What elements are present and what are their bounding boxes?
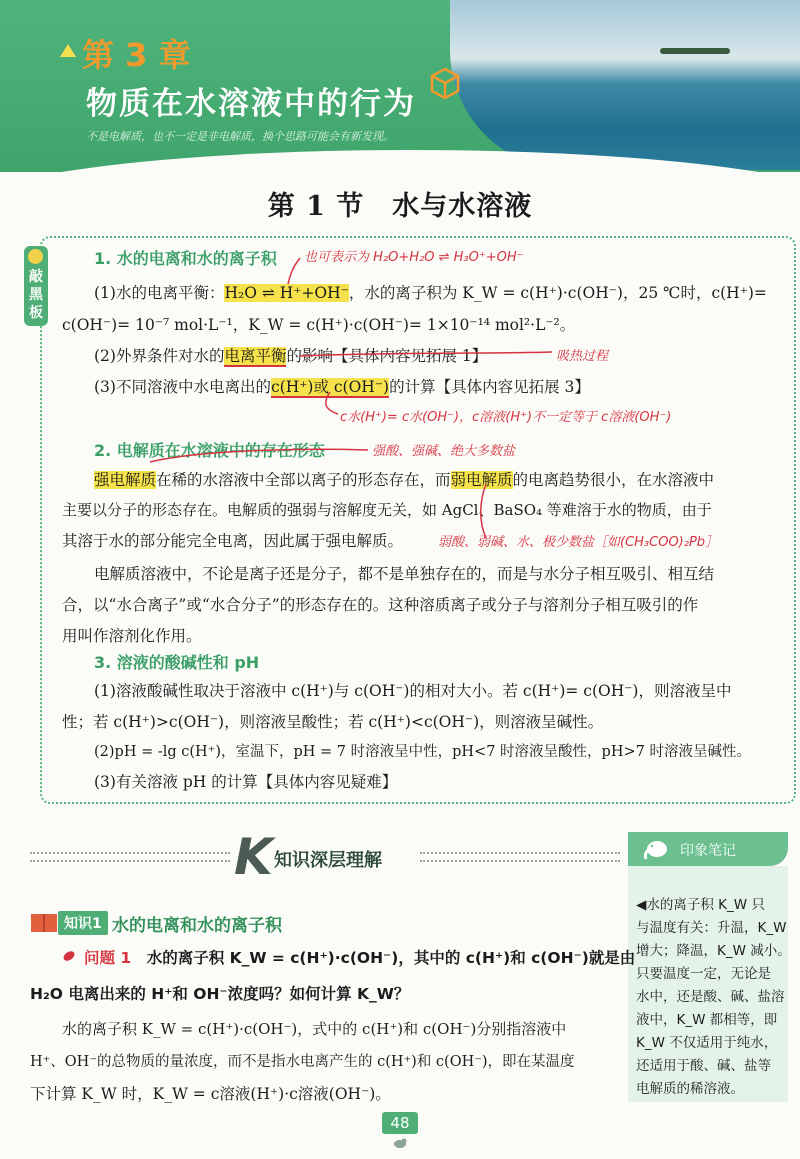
blackboard-tab-label: 敲黑板 [29, 269, 43, 321]
note-line: 增大；降温，K_W 减小。 [636, 943, 791, 959]
blackboard-tab [24, 246, 48, 326]
para-5c: 用叫作溶剂化作用。 [62, 627, 202, 645]
ionization-equilibrium-highlight: 电离平衡 [224, 347, 287, 365]
para-4a [94, 468, 714, 490]
bird-icon [392, 1136, 408, 1150]
note-line: ◀水的离子积 K_W 只 [636, 897, 765, 913]
para-5a: 电解质溶液中，不论是离子还是分子，都不是单独存在的，而是与水分子相互吸引、相互结 [94, 565, 715, 583]
heading-acidity-ph: 3. 溶液的酸碱性和 pH [94, 653, 260, 672]
knowledge-1-tag: 知识1 [58, 911, 108, 935]
handwritten-note-strong: 强酸、强碱、绝大多数盐 [372, 444, 516, 459]
note-line: 液中，K_W 都相等，即 [636, 1012, 778, 1028]
para-6b: 性；若 c(H⁺)>c(OH⁻)，则溶液呈酸性；若 c(H⁺)<c(OH⁻)，则溶液呈碱性。 [62, 713, 604, 731]
para-8: (3)有关溶液 pH 的计算【具体内容见疑难】 [94, 773, 398, 791]
para-2-post: 的影响【具体内容见拓展 1】 [286, 347, 488, 365]
para-3-pre: (3)不同溶液中水电离出的 [94, 378, 271, 396]
note-title: 印象笔记 [680, 843, 736, 859]
para-4b: 主要以分子的形态存在。电解质的强弱与溶解度无关，如 AgCl、BaSO₄ 等难溶于水的物质，由于 [62, 501, 712, 519]
tab-dot-icon [28, 249, 43, 264]
divider-right [420, 852, 620, 862]
heading-water-ionization: 1. 水的电离和水的离子积 [94, 249, 277, 268]
para-3 [94, 375, 590, 397]
para-1b: c(OH⁻)= 10⁻⁷ mol·L⁻¹，K_W = c(H⁺)·c(OH⁻)= 1×10⁻¹⁴ mol²·L⁻²。 [62, 316, 576, 334]
para-1a-pre: (1)水的电离平衡： [94, 284, 225, 302]
para-7: (2)pH = -lg c(H⁺)，室温下，pH = 7 时溶液呈中性，pH<7 时溶液呈酸性，pH>7 时溶液呈碱性。 [94, 744, 751, 760]
cube-icon [428, 66, 462, 100]
chapter-title: 物质在水溶液中的行为 [86, 86, 416, 122]
chapter-banner [0, 0, 800, 172]
question-1-text: 水的离子积 K_W = c(H⁺)·c(OH⁻)，其中的 c(H⁺)和 c(OH⁻)就是由 [146, 949, 636, 967]
concentration-highlight: c(H⁺)或 c(OH⁻) [270, 378, 390, 396]
note-line: 水中，还是酸、碱、盐溶 [636, 989, 785, 1005]
question-1-line-2: H₂O 电离出来的 H⁺和 OH⁻浓度吗？如何计算 K_W？ [30, 985, 410, 1003]
note-line: 电解质的稀溶液。 [636, 1081, 744, 1097]
para-3-post: 的计算【具体内容见拓展 3】 [389, 378, 590, 396]
book-icon [30, 912, 58, 934]
divider-left [30, 852, 230, 862]
note-line: 还适用于酸、碱、盐等 [636, 1058, 771, 1074]
para-4a-post: 的电离趋势很小，在水溶液中 [512, 471, 715, 489]
note-line: 只要温度一定，无论是 [636, 966, 771, 982]
heading-electrolyte-forms: 2. 电解质在水溶液中的存在形态 [94, 441, 325, 460]
equilibrium-equation: H₂O ⇌ H⁺+OH⁻ [224, 284, 349, 302]
note-body [628, 866, 791, 1102]
para-1a [94, 281, 767, 303]
para-6a: (1)溶液酸碱性取决于溶液中 c(H⁺)与 c(OH⁻)的相对大小。若 c(H⁺)= c(OH⁻)，则溶液呈中 [94, 682, 732, 700]
handwritten-note-weak: 弱酸、弱碱、水、极少数盐［如(CH₃COO)₂Pb］ [438, 535, 719, 550]
question-1-line-1 [84, 946, 635, 968]
section-title: 第 1 节 水与水溶液 [267, 191, 533, 222]
para-2-pre: (2)外界条件对水的 [94, 347, 225, 365]
question-number: 问题 1 [84, 949, 132, 967]
handwritten-note-h3o: 也可表示为 H₂O+H₂O ⇌ H₃O⁺+OH⁻ [304, 250, 524, 265]
para-5b: 合，以“水合离子”或“水合分子”的形态存在的。这种溶质离子或分子与溶剂分子相互吸引的作 [62, 596, 699, 614]
para-1a-post: ，水的离子积为 K_W = c(H⁺)·c(OH⁻)，25 ℃时，c(H⁺)= [348, 284, 767, 302]
k-logo: K [234, 828, 273, 886]
leaf-icon [62, 949, 76, 963]
deep-understanding-title: 知识深层理解 [274, 850, 382, 871]
page-number: 48 [382, 1112, 418, 1134]
knowledge-1-title: 水的电离和水的离子积 [112, 916, 282, 936]
para-4c: 其溶于水的部分能完全电离，因此属于强电解质。 [62, 532, 404, 550]
elephant-icon [642, 838, 672, 860]
note-line: 与温度有关：升温，K_W [636, 920, 787, 936]
island [660, 48, 730, 54]
para-4a-mid: 在稀的水溶液中全部以离子的形态存在，而 [156, 471, 451, 489]
weak-electrolyte-highlight: 弱电解质 [450, 471, 513, 489]
strong-electrolyte-highlight: 强电解质 [94, 471, 157, 489]
sea-photo [450, 0, 800, 170]
triangle-icon [60, 44, 76, 57]
chapter-motto: 不是电解质，也不一定是非电解质，换个思路可能会有新发现。 [86, 130, 394, 143]
para-2 [94, 344, 487, 366]
answer-line-2: H⁺、OH⁻的总物质的量浓度，而不是指水电离产生的 c(H⁺)和 c(OH⁻)，即在某温度 [30, 1054, 575, 1070]
note-line: K_W 不仅适用于纯水， [636, 1035, 778, 1051]
note-header [628, 832, 788, 866]
handwritten-note-endothermic: 吸热过程 [556, 349, 609, 364]
chapter-label: 第 3 章 [82, 36, 191, 74]
answer-line-3: 下计算 K_W 时，K_W = c溶液(H⁺)·c溶液(OH⁻)。 [30, 1085, 391, 1103]
handwritten-note-concentration: c水(H⁺)= c水(OH⁻)，c溶液(H⁺)不一定等于 c溶液(OH⁻) [340, 410, 672, 425]
answer-line-1: 水的离子积 K_W = c(H⁺)·c(OH⁻)，式中的 c(H⁺)和 c(OH⁻)分别指溶液中 [62, 1020, 567, 1038]
